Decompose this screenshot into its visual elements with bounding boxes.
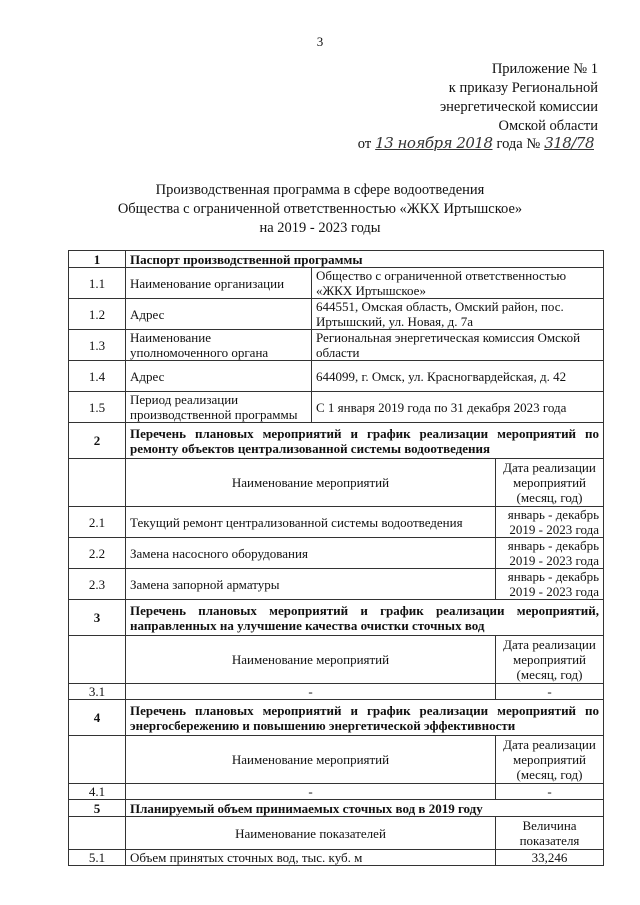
- section-number: 1: [69, 251, 126, 268]
- appendix-line: Омской области: [498, 118, 598, 134]
- handwritten-date: 13 ноября 2018: [375, 134, 493, 152]
- row-name: Объем принятых сточных вод, тыс. куб. м: [126, 850, 496, 866]
- program-table: [68, 250, 604, 866]
- section-heading: Перечень плановых мероприятий и график реализации мероприятий по ремонту объектов централизованной системы водоотведения: [126, 423, 604, 459]
- column-header-value: Величина показателя: [496, 817, 604, 850]
- row-number: 4.1: [69, 784, 126, 800]
- section-number: 4: [69, 700, 126, 736]
- table-row: [69, 392, 604, 423]
- empty-cell: [69, 817, 126, 850]
- row-number: 3.1: [69, 684, 126, 700]
- column-header-name: Наименование мероприятий: [126, 736, 496, 784]
- row-number: 2.2: [69, 538, 126, 569]
- table-row: [69, 538, 604, 569]
- column-header-date: Дата реализации мероприятий (месяц, год): [496, 636, 604, 684]
- row-date: январь - декабрь 2019 - 2023 года: [496, 569, 604, 600]
- table-row: [69, 850, 604, 866]
- date-prefix: от: [357, 136, 372, 152]
- row-date: январь - декабрь 2019 - 2023 года: [496, 507, 604, 538]
- row-value: С 1 января 2019 года по 31 декабря 2023 года: [312, 392, 604, 423]
- column-header-name: Наименование мероприятий: [126, 459, 496, 507]
- row-name: Замена запорной арматуры: [126, 569, 496, 600]
- appendix-block: [338, 60, 598, 136]
- column-header-row: [69, 459, 604, 507]
- section-header-row: [69, 251, 604, 268]
- document-title: [0, 181, 640, 238]
- column-header-date: Дата реализации мероприятий (месяц, год): [496, 736, 604, 784]
- row-number: 1.2: [69, 299, 126, 330]
- appendix-line: энергетической комиссии: [439, 99, 598, 115]
- table-row: [69, 684, 604, 700]
- row-name: Замена насосного оборудования: [126, 538, 496, 569]
- row-label: Адрес: [126, 361, 312, 392]
- row-number: 5.1: [69, 850, 126, 866]
- section-header-row: [69, 600, 604, 636]
- column-header-row: [69, 736, 604, 784]
- column-header-row: [69, 817, 604, 850]
- column-header-name: Наименование мероприятий: [126, 636, 496, 684]
- page-number: 3: [316, 34, 324, 49]
- table-row: [69, 330, 604, 361]
- table-row: [69, 784, 604, 800]
- title-line: Производственная программа в сфере водоотведения: [155, 182, 485, 198]
- title-line: на 2019 - 2023 годы: [259, 220, 381, 236]
- row-value: Общество с ограниченной ответственностью «ЖКХ Иртышское»: [312, 268, 604, 299]
- row-label: Наименование уполномоченного органа: [126, 330, 312, 361]
- empty-cell: [69, 736, 126, 784]
- column-header-name: Наименование показателей: [126, 817, 496, 850]
- row-label: Адрес: [126, 299, 312, 330]
- row-name: -: [126, 784, 496, 800]
- section-number: 3: [69, 600, 126, 636]
- section-heading: Перечень плановых мероприятий и график реализации мероприятий, направленных на улучшение качества очистки сточных вод: [126, 600, 604, 636]
- row-value: 644551, Омская область, Омский район, пос. Иртышский, ул. Новая, д. 7а: [312, 299, 604, 330]
- table-row: [69, 361, 604, 392]
- row-number: 1.5: [69, 392, 126, 423]
- order-date-line: [358, 134, 598, 153]
- row-label: Наименование организации: [126, 268, 312, 299]
- section-heading: Паспорт производственной программы: [126, 251, 604, 268]
- row-number: 2.1: [69, 507, 126, 538]
- title-line: Общества с ограниченной ответственностью «ЖКХ Иртышское»: [117, 201, 523, 217]
- row-value: Региональная энергетическая комиссия Омской области: [312, 330, 604, 361]
- row-date: -: [496, 684, 604, 700]
- section-header-row: [69, 800, 604, 817]
- empty-cell: [69, 636, 126, 684]
- row-number: 1.1: [69, 268, 126, 299]
- table-row: [69, 268, 604, 299]
- section-number: 5: [69, 800, 126, 817]
- section-header-row: [69, 700, 604, 736]
- row-number: 1.4: [69, 361, 126, 392]
- section-heading: Планируемый объем принимаемых сточных вод в 2019 году: [126, 800, 604, 817]
- row-name: Текущий ремонт централизованной системы водоотведения: [126, 507, 496, 538]
- row-name: -: [126, 684, 496, 700]
- appendix-line: к приказу Региональной: [448, 80, 598, 96]
- row-date: -: [496, 784, 604, 800]
- empty-cell: [69, 459, 126, 507]
- row-number: 1.3: [69, 330, 126, 361]
- section-header-row: [69, 423, 604, 459]
- column-header-date: Дата реализации мероприятий (месяц, год): [496, 459, 604, 507]
- year-word: года №: [496, 136, 541, 152]
- column-header-row: [69, 636, 604, 684]
- section-number: 2: [69, 423, 126, 459]
- appendix-line: Приложение № 1: [491, 61, 598, 77]
- row-value: 644099, г. Омск, ул. Красногвардейская, д. 42: [312, 361, 604, 392]
- section-heading: Перечень плановых мероприятий и график реализации мероприятий по энергосбережению и повышению энергетической эффективности: [126, 700, 604, 736]
- row-date: январь - декабрь 2019 - 2023 года: [496, 538, 604, 569]
- row-label: Период реализации производственной программы: [126, 392, 312, 423]
- table-row: [69, 569, 604, 600]
- row-value: 33,246: [496, 850, 604, 866]
- row-number: 2.3: [69, 569, 126, 600]
- table-row: [69, 299, 604, 330]
- handwritten-number: 318/78: [544, 134, 594, 152]
- table-row: [69, 507, 604, 538]
